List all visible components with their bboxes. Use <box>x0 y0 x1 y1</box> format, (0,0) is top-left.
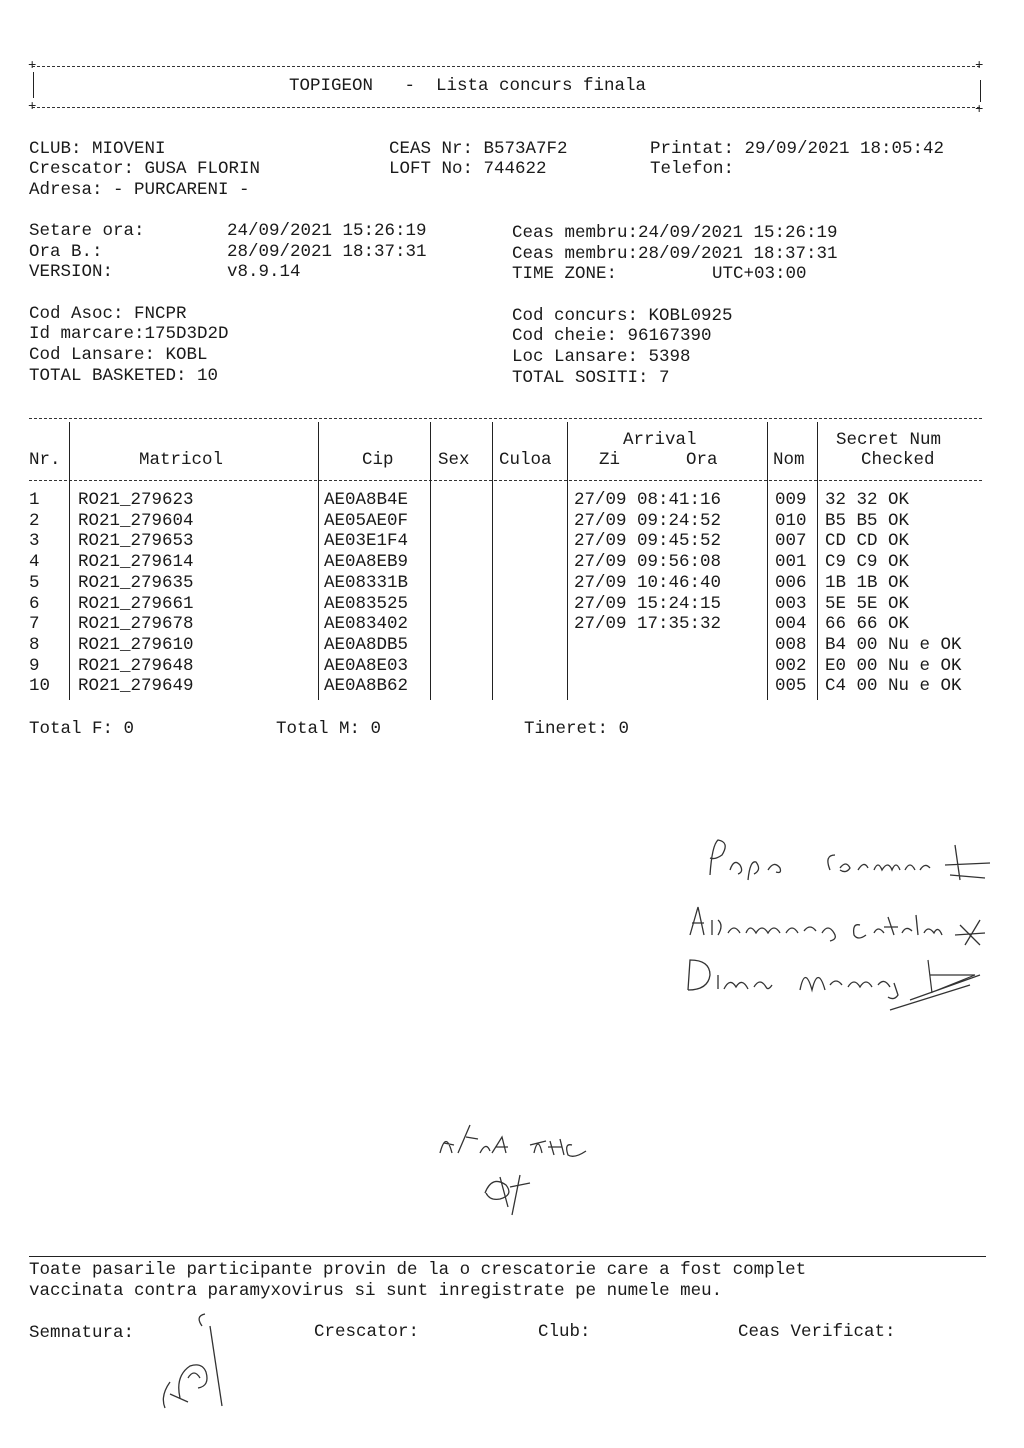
cell-matricol: RO21_279623 <box>78 490 194 510</box>
cell-arrival: 27/09 09:56:08 <box>574 552 722 573</box>
total-m: Total M: 0 <box>276 719 382 739</box>
ceas-nr: CEAS Nr: B573A7F2 <box>389 139 568 159</box>
header-bottom-border <box>32 107 980 108</box>
cell-matricol: RO21_279648 <box>78 655 194 676</box>
setare-ora-value: 24/09/2021 15:26:19 <box>227 221 427 241</box>
col-divider <box>430 422 431 700</box>
cell-secret-checked: 66 66 OK <box>825 614 910 635</box>
cell-matricol: RO21_279614 <box>78 552 194 573</box>
cell-nr: 10 <box>29 676 51 697</box>
version-value: v8.9.14 <box>227 262 301 282</box>
cell-secret-checked: CD CD OK <box>825 531 910 552</box>
cell-matricol: RO21_279649 <box>78 676 194 697</box>
setare-ora-label: Setare ora: <box>29 221 145 241</box>
loc-lansare: Loc Lansare: 5398 <box>512 347 691 367</box>
cell-matricol: RO21_279678 <box>78 614 194 635</box>
cod-lansare: Cod Lansare: KOBL <box>29 345 208 365</box>
printat: Printat: 29/09/2021 18:05:42 <box>650 139 945 159</box>
crescator-label: Crescator: GUSA FLORIN <box>29 159 261 179</box>
cell-nr: 9 <box>29 655 40 676</box>
col-divider <box>817 422 818 700</box>
club-label: CLUB: MIOVENI <box>29 139 166 159</box>
total-sositi: TOTAL SOSITI: 7 <box>512 368 670 388</box>
cell-cip: AE0A8B4E <box>324 490 409 510</box>
time-zone-value: UTC+03:00 <box>712 264 807 284</box>
col-divider <box>69 422 70 700</box>
header-corner: + <box>28 99 37 115</box>
header-nom: Nom <box>773 450 805 470</box>
cell-secret-checked: C9 C9 OK <box>825 552 910 573</box>
cell-cip: AE03E1F4 <box>324 531 409 552</box>
cell-cip: AE0A8E03 <box>324 655 409 676</box>
header-corner: + <box>975 58 984 74</box>
cell-nom: 010 <box>775 510 807 531</box>
cell-secret-checked: 5E 5E OK <box>825 593 910 614</box>
cell-nom: 005 <box>775 676 807 697</box>
cell-cip: AE08331B <box>324 572 409 593</box>
telefon: Telefon: <box>650 159 735 179</box>
cell-nom: 006 <box>775 572 807 593</box>
cod-concurs: Cod concurs: KOBL0925 <box>512 306 733 326</box>
header-top-border <box>32 66 980 67</box>
header-checked: Checked <box>861 450 935 470</box>
total-basketed: TOTAL BASKETED: 10 <box>29 366 219 386</box>
cell-nr: 5 <box>29 572 40 593</box>
header-left-border <box>33 72 34 98</box>
cell-nr: 4 <box>29 552 40 573</box>
cell-arrival: 27/09 09:24:52 <box>574 510 722 531</box>
cell-cip: AE0A8EB9 <box>324 552 409 573</box>
time-zone-label: TIME ZONE: <box>512 264 618 284</box>
handwritten-signature-bottom <box>140 1306 250 1416</box>
header-corner: + <box>975 102 984 118</box>
header-right-border <box>980 80 981 102</box>
handwritten-signature-ana <box>430 1115 610 1230</box>
col-divider <box>567 422 568 700</box>
cell-nr: 1 <box>29 490 40 510</box>
col-divider <box>767 422 768 700</box>
crescator-signature-label: Crescator: <box>314 1322 420 1342</box>
cell-matricol: RO21_279604 <box>78 510 194 531</box>
cell-arrival: 27/09 10:46:40 <box>574 572 722 593</box>
cell-nom: 009 <box>775 490 807 510</box>
footer-divider <box>29 1256 986 1257</box>
header-ora: Ora <box>686 450 718 470</box>
page-title: TOPIGEON - Lista concurs finala <box>289 76 647 96</box>
total-f: Total F: 0 <box>29 719 135 739</box>
cell-nom: 007 <box>775 531 807 552</box>
col-divider <box>492 422 493 700</box>
table-header-bottom-border <box>29 480 982 481</box>
footer-statement-1: Toate pasarile participante provin de la o crescatorie care a fost complet <box>29 1260 807 1280</box>
col-divider <box>318 422 319 700</box>
cell-matricol: RO21_279661 <box>78 593 194 614</box>
header-secret-num: Secret Num <box>836 430 942 450</box>
cell-cip: AE05AE0F <box>324 510 409 531</box>
cell-secret-checked: 32 32 OK <box>825 490 910 510</box>
loft-no: LOFT No: 744622 <box>389 159 547 179</box>
cell-secret-checked: C4 00 Nu e OK <box>825 676 962 697</box>
cell-cip: AE0A8B62 <box>324 676 409 697</box>
header-corner: + <box>28 58 37 74</box>
cell-arrival: 27/09 09:45:52 <box>574 531 722 552</box>
header-sex: Sex <box>438 450 470 470</box>
cell-nom: 002 <box>775 655 807 676</box>
ceas-membru-2: Ceas membru:28/09/2021 18:37:31 <box>512 244 838 264</box>
cell-matricol: RO21_279635 <box>78 572 194 593</box>
header-arrival: Arrival <box>623 430 697 450</box>
cod-asoc: Cod Asoc: FNCPR <box>29 304 187 324</box>
cell-arrival: 27/09 15:24:15 <box>574 593 722 614</box>
cell-nr: 2 <box>29 510 40 531</box>
handwritten-signature-popa <box>700 830 1000 890</box>
header-nr: Nr. <box>29 450 61 470</box>
table-top-border <box>29 418 982 419</box>
cell-matricol: RO21_279610 <box>78 634 194 655</box>
cell-nr: 7 <box>29 614 40 635</box>
cell-arrival: 27/09 17:35:32 <box>574 614 722 635</box>
cod-cheie: Cod cheie: 96167390 <box>512 326 712 346</box>
cell-nr: 8 <box>29 634 40 655</box>
header-cip: Cip <box>362 450 394 470</box>
cell-nom: 004 <box>775 614 807 635</box>
cell-secret-checked: B4 00 Nu e OK <box>825 634 962 655</box>
header-zi: Zi <box>599 450 621 470</box>
cell-nom: 003 <box>775 593 807 614</box>
cell-secret-checked: 1B 1B OK <box>825 572 910 593</box>
tineret: Tineret: 0 <box>524 719 630 739</box>
ora-b-value: 28/09/2021 18:37:31 <box>227 242 427 262</box>
cell-secret-checked: B5 B5 OK <box>825 510 910 531</box>
cell-cip: AE083402 <box>324 614 409 635</box>
footer-statement-2: vaccinata contra paramyxovirus si sunt inregistrate pe numele meu. <box>29 1281 723 1301</box>
cell-secret-checked: E0 00 Nu e OK <box>825 655 962 676</box>
club-signature-label: Club: <box>538 1322 591 1342</box>
cell-arrival: 27/09 08:41:16 <box>574 490 722 510</box>
cell-matricol: RO21_279653 <box>78 531 194 552</box>
handwritten-signature-dima <box>680 945 1000 1015</box>
adresa-label: Adresa: - PURCARENI - <box>29 180 250 200</box>
ceas-membru-1: Ceas membru:24/09/2021 15:26:19 <box>512 223 838 243</box>
id-marcare: Id marcare:175D3D2D <box>29 324 229 344</box>
version-label: VERSION: <box>29 262 114 282</box>
semnatura-label: Semnatura: <box>29 1323 135 1343</box>
header-culoa: Culoa <box>499 450 552 470</box>
cell-nom: 001 <box>775 552 807 573</box>
cell-nom: 008 <box>775 634 807 655</box>
cell-cip: AE083525 <box>324 593 409 614</box>
ora-b-label: Ora B.: <box>29 242 103 262</box>
header-matricol: Matricol <box>139 450 224 470</box>
cell-nr: 3 <box>29 531 40 552</box>
ceas-verificat-label: Ceas Verificat: <box>738 1322 896 1342</box>
cell-cip: AE0A8DB5 <box>324 634 409 655</box>
cell-nr: 6 <box>29 593 40 614</box>
